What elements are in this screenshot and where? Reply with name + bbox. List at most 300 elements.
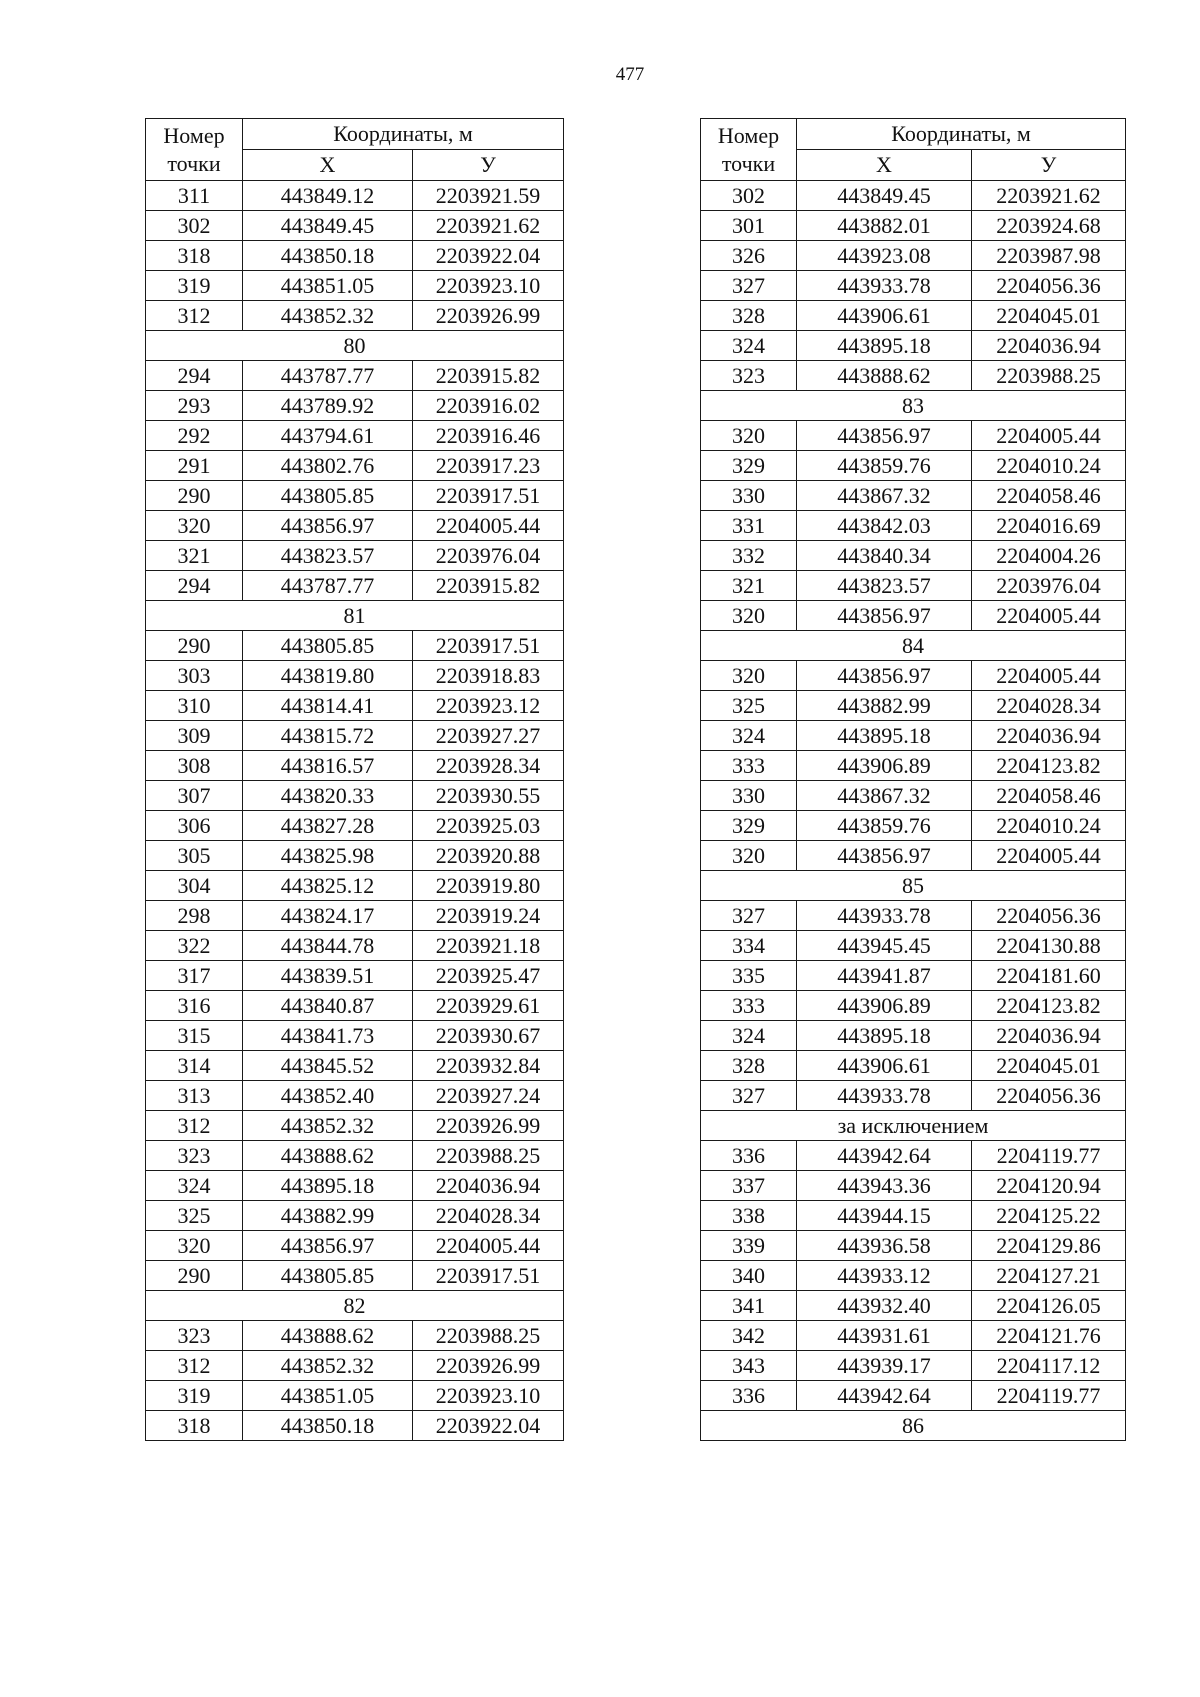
table-row [701,781,1126,811]
y-coordinate-cell: 2204119.77 [972,1381,1126,1411]
x-coordinate-cell: 443933.78 [797,271,972,301]
table-row [701,1021,1126,1051]
point-number-header: Номер точки [146,119,243,181]
point-number-cell: 309 [146,721,243,751]
y-coordinate-cell: 2204056.36 [972,271,1126,301]
y-coordinate-cell: 2203927.27 [413,721,564,751]
y-coordinate-cell: 2203927.24 [413,1081,564,1111]
x-coordinate-cell: 443882.99 [243,1201,413,1231]
table-row [146,391,564,421]
table-row [146,1411,564,1441]
point-number-cell: 336 [701,1381,797,1411]
point-number-cell: 320 [701,841,797,871]
y-coordinate-cell: 2203921.62 [972,181,1126,211]
y-coordinate-cell: 2204129.86 [972,1231,1126,1261]
table-row [146,661,564,691]
y-coordinate-cell: 2204045.01 [972,1051,1126,1081]
group-label: 84 [701,631,1126,661]
x-coordinate-cell: 443933.78 [797,1081,972,1111]
table-row [146,1081,564,1111]
table-row [701,1201,1126,1231]
x-coordinate-cell: 443852.32 [243,1351,413,1381]
table-row [146,1261,564,1291]
group-row [146,331,564,361]
point-number-cell: 328 [701,1051,797,1081]
x-coordinate-cell: 443850.18 [243,1411,413,1441]
x-coordinate-cell: 443931.61 [797,1321,972,1351]
point-number-cell: 306 [146,811,243,841]
y-coordinate-cell: 2204016.69 [972,511,1126,541]
point-number-cell: 318 [146,241,243,271]
y-coordinate-cell: 2203922.04 [413,1411,564,1441]
point-number-cell: 293 [146,391,243,421]
y-coordinate-cell: 2203976.04 [972,571,1126,601]
table-row [146,1021,564,1051]
y-coordinate-cell: 2203928.34 [413,751,564,781]
y-coordinate-cell: 2204028.34 [413,1201,564,1231]
table-row [701,271,1126,301]
y-coordinate-cell: 2203920.88 [413,841,564,871]
table-row [701,1141,1126,1171]
table-row [701,511,1126,541]
x-coordinate-cell: 443895.18 [797,331,972,361]
x-coordinate-cell: 443841.73 [243,1021,413,1051]
table-row [146,181,564,211]
table-row [701,661,1126,691]
group-row [701,631,1126,661]
x-coordinate-cell: 443888.62 [243,1141,413,1171]
group-row [701,1111,1126,1141]
x-coordinate-cell: 443939.17 [797,1351,972,1381]
x-coordinate-cell: 443882.99 [797,691,972,721]
table-row [146,301,564,331]
point-number-cell: 312 [146,1111,243,1141]
y-coordinate-cell: 2204117.12 [972,1351,1126,1381]
y-coordinate-cell: 2203930.67 [413,1021,564,1051]
x-coordinate-cell: 443856.97 [797,841,972,871]
point-number-cell: 307 [146,781,243,811]
x-coordinate-cell: 443845.52 [243,1051,413,1081]
y-header: У [972,150,1126,181]
point-number-cell: 320 [701,661,797,691]
y-coordinate-cell: 2203988.25 [972,361,1126,391]
x-coordinate-cell: 443839.51 [243,961,413,991]
group-row [701,1411,1126,1441]
point-number-cell: 315 [146,1021,243,1051]
table-row [146,241,564,271]
x-coordinate-cell: 443906.89 [797,751,972,781]
y-coordinate-cell: 2203925.03 [413,811,564,841]
point-number-cell: 312 [146,301,243,331]
table-row [701,1171,1126,1201]
x-coordinate-cell: 443842.03 [797,511,972,541]
x-coordinate-cell: 443923.08 [797,241,972,271]
point-number-cell: 340 [701,1261,797,1291]
point-number-cell: 325 [701,691,797,721]
y-coordinate-cell: 2204056.36 [972,1081,1126,1111]
table-row [146,931,564,961]
table-row [701,841,1126,871]
x-coordinate-cell: 443819.80 [243,661,413,691]
point-number-cell: 326 [701,241,797,271]
x-coordinate-cell: 443840.34 [797,541,972,571]
point-number-cell: 305 [146,841,243,871]
y-coordinate-cell: 2204130.88 [972,931,1126,961]
point-number-cell: 343 [701,1351,797,1381]
y-coordinate-cell: 2203926.99 [413,1351,564,1381]
table-row [146,1051,564,1081]
y-coordinate-cell: 2203925.47 [413,961,564,991]
x-header: Х [243,150,413,181]
x-coordinate-cell: 443856.97 [243,511,413,541]
table-row [701,421,1126,451]
table-row [146,211,564,241]
x-coordinate-cell: 443824.17 [243,901,413,931]
y-header: У [413,150,564,181]
y-coordinate-cell: 2203915.82 [413,571,564,601]
table-row [701,901,1126,931]
point-number-cell: 310 [146,691,243,721]
table-row [146,1321,564,1351]
table-row [146,1141,564,1171]
x-coordinate-cell: 443888.62 [797,361,972,391]
point-number-cell: 331 [701,511,797,541]
y-coordinate-cell: 2204036.94 [413,1171,564,1201]
point-number-cell: 339 [701,1231,797,1261]
point-number-cell: 333 [701,991,797,1021]
y-coordinate-cell: 2203930.55 [413,781,564,811]
x-coordinate-cell: 443850.18 [243,241,413,271]
x-coordinate-cell: 443789.92 [243,391,413,421]
x-coordinate-cell: 443867.32 [797,481,972,511]
y-coordinate-cell: 2204045.01 [972,301,1126,331]
x-coordinate-cell: 443936.58 [797,1231,972,1261]
y-coordinate-cell: 2203923.10 [413,271,564,301]
y-coordinate-cell: 2204036.94 [972,1021,1126,1051]
table-row [701,451,1126,481]
y-coordinate-cell: 2203917.23 [413,451,564,481]
x-coordinate-cell: 443823.57 [243,541,413,571]
x-coordinate-cell: 443794.61 [243,421,413,451]
point-number-cell: 301 [701,211,797,241]
x-coordinate-cell: 443867.32 [797,781,972,811]
y-coordinate-cell: 2204005.44 [413,511,564,541]
table-row [701,1081,1126,1111]
y-coordinate-cell: 2203976.04 [413,541,564,571]
table-row [701,1291,1126,1321]
y-coordinate-cell: 2204056.36 [972,901,1126,931]
table-row [146,721,564,751]
y-coordinate-cell: 2203929.61 [413,991,564,1021]
point-number-cell: 302 [701,181,797,211]
point-number-cell: 322 [146,931,243,961]
y-coordinate-cell: 2203917.51 [413,631,564,661]
y-coordinate-cell: 2204005.44 [972,601,1126,631]
coordinates-table-left [145,118,564,1441]
y-coordinate-cell: 2203919.24 [413,901,564,931]
point-number-cell: 335 [701,961,797,991]
y-coordinate-cell: 2203926.99 [413,301,564,331]
point-number-cell: 294 [146,361,243,391]
y-coordinate-cell: 2203924.68 [972,211,1126,241]
group-row [701,391,1126,421]
point-number-cell: 308 [146,751,243,781]
table-body [701,181,1126,1441]
point-number-cell: 320 [146,1231,243,1261]
table-row [701,361,1126,391]
group-row [701,871,1126,901]
point-number-cell: 328 [701,301,797,331]
table-row [701,481,1126,511]
coordinates-table-right [700,118,1126,1441]
point-number-cell: 324 [701,331,797,361]
table-row [701,1231,1126,1261]
table-row [701,301,1126,331]
page-number: 477 [615,64,645,85]
group-label: 82 [146,1291,564,1321]
point-number-cell: 313 [146,1081,243,1111]
group-label: 86 [701,1411,1126,1441]
point-number-cell: 324 [701,721,797,751]
point-number-cell: 320 [146,511,243,541]
x-coordinate-cell: 443820.33 [243,781,413,811]
y-coordinate-cell: 2204036.94 [972,331,1126,361]
x-coordinate-cell: 443852.32 [243,1111,413,1141]
table-row [146,631,564,661]
y-coordinate-cell: 2204121.76 [972,1321,1126,1351]
x-coordinate-cell: 443945.45 [797,931,972,961]
table-row [146,1381,564,1411]
point-number-cell: 321 [146,541,243,571]
x-coordinate-cell: 443805.85 [243,481,413,511]
point-number-cell: 321 [701,571,797,601]
x-coordinate-cell: 443882.01 [797,211,972,241]
table-row [701,241,1126,271]
point-number-cell: 298 [146,901,243,931]
x-coordinate-cell: 443906.89 [797,991,972,1021]
y-coordinate-cell: 2203922.04 [413,241,564,271]
point-number-cell: 334 [701,931,797,961]
y-coordinate-cell: 2204036.94 [972,721,1126,751]
x-coordinate-cell: 443856.97 [797,661,972,691]
y-coordinate-cell: 2203921.62 [413,211,564,241]
group-label: 85 [701,871,1126,901]
x-coordinate-cell: 443852.40 [243,1081,413,1111]
x-coordinate-cell: 443933.78 [797,901,972,931]
y-coordinate-cell: 2204004.26 [972,541,1126,571]
y-coordinate-cell: 2203987.98 [972,241,1126,271]
x-coordinate-cell: 443851.05 [243,271,413,301]
point-number-cell: 290 [146,481,243,511]
x-coordinate-cell: 443825.12 [243,871,413,901]
y-coordinate-cell: 2203917.51 [413,1261,564,1291]
point-number-cell: 294 [146,571,243,601]
y-coordinate-cell: 2203917.51 [413,481,564,511]
point-number-cell: 290 [146,1261,243,1291]
x-coordinate-cell: 443840.87 [243,991,413,1021]
point-number-cell: 329 [701,811,797,841]
point-number-cell: 311 [146,181,243,211]
point-number-cell: 338 [701,1201,797,1231]
x-coordinate-cell: 443942.64 [797,1141,972,1171]
table-row [701,541,1126,571]
point-number-cell: 320 [701,421,797,451]
table-row [701,691,1126,721]
coordinates-header: Координаты, м [243,119,564,150]
y-coordinate-cell: 2204126.05 [972,1291,1126,1321]
coordinates-header: Координаты, м [797,119,1126,150]
point-number-cell: 324 [701,1021,797,1051]
y-coordinate-cell: 2204181.60 [972,961,1126,991]
x-coordinate-cell: 443859.76 [797,451,972,481]
point-number-cell: 319 [146,1381,243,1411]
point-number-cell: 316 [146,991,243,1021]
point-number-cell: 317 [146,961,243,991]
table-row [146,421,564,451]
y-coordinate-cell: 2204123.82 [972,991,1126,1021]
x-coordinate-cell: 443941.87 [797,961,972,991]
point-number-cell: 327 [701,1081,797,1111]
x-coordinate-cell: 443895.18 [797,721,972,751]
table-row [701,211,1126,241]
point-number-header: Номер точки [701,119,797,181]
y-coordinate-cell: 2204005.44 [413,1231,564,1261]
y-coordinate-cell: 2204028.34 [972,691,1126,721]
x-coordinate-cell: 443816.57 [243,751,413,781]
point-number-cell: 341 [701,1291,797,1321]
table-row [146,1231,564,1261]
y-coordinate-cell: 2203988.25 [413,1321,564,1351]
point-number-cell: 332 [701,541,797,571]
table-row [146,961,564,991]
point-number-cell: 291 [146,451,243,481]
table-row [146,1111,564,1141]
table-row [146,361,564,391]
x-coordinate-cell: 443823.57 [797,571,972,601]
x-coordinate-cell: 443943.36 [797,1171,972,1201]
table-row [701,1261,1126,1291]
x-coordinate-cell: 443856.97 [243,1231,413,1261]
x-coordinate-cell: 443844.78 [243,931,413,961]
point-number-cell: 318 [146,1411,243,1441]
y-coordinate-cell: 2203988.25 [413,1141,564,1171]
y-coordinate-cell: 2204010.24 [972,451,1126,481]
point-number-cell: 333 [701,751,797,781]
point-number-cell: 290 [146,631,243,661]
point-number-cell: 342 [701,1321,797,1351]
x-coordinate-cell: 443787.77 [243,571,413,601]
x-coordinate-cell: 443932.40 [797,1291,972,1321]
point-number-cell: 330 [701,481,797,511]
table-row [701,1051,1126,1081]
table-row [701,181,1126,211]
point-number-cell: 302 [146,211,243,241]
x-coordinate-cell: 443895.18 [797,1021,972,1051]
table-row [701,1381,1126,1411]
table-row [146,1351,564,1381]
group-label: 80 [146,331,564,361]
table-row [146,751,564,781]
table-row [146,511,564,541]
group-label: 83 [701,391,1126,421]
point-number-cell: 325 [146,1201,243,1231]
group-row [146,601,564,631]
y-coordinate-cell: 2203919.80 [413,871,564,901]
x-coordinate-cell: 443825.98 [243,841,413,871]
point-number-cell: 292 [146,421,243,451]
y-coordinate-cell: 2203916.02 [413,391,564,421]
table-row [146,871,564,901]
y-coordinate-cell: 2203918.83 [413,661,564,691]
table-body [146,181,564,1441]
y-coordinate-cell: 2203926.99 [413,1111,564,1141]
x-coordinate-cell: 443942.64 [797,1381,972,1411]
y-coordinate-cell: 2204058.46 [972,481,1126,511]
x-coordinate-cell: 443814.41 [243,691,413,721]
table-row [701,331,1126,361]
table-row [701,601,1126,631]
table-row [146,991,564,1021]
y-coordinate-cell: 2203915.82 [413,361,564,391]
x-coordinate-cell: 443895.18 [243,1171,413,1201]
point-number-cell: 329 [701,451,797,481]
point-number-cell: 330 [701,781,797,811]
y-coordinate-cell: 2203916.46 [413,421,564,451]
table-row [701,721,1126,751]
table-row [701,751,1126,781]
y-coordinate-cell: 2204127.21 [972,1261,1126,1291]
x-coordinate-cell: 443906.61 [797,1051,972,1081]
x-coordinate-cell: 443849.45 [797,181,972,211]
x-coordinate-cell: 443805.85 [243,1261,413,1291]
table-row [146,1171,564,1201]
point-number-cell: 323 [146,1141,243,1171]
table-row [146,271,564,301]
point-number-cell: 312 [146,1351,243,1381]
table-row [701,961,1126,991]
point-number-cell: 327 [701,901,797,931]
x-coordinate-cell: 443827.28 [243,811,413,841]
point-number-cell: 336 [701,1141,797,1171]
y-coordinate-cell: 2204120.94 [972,1171,1126,1201]
table-row [146,781,564,811]
table-row [146,451,564,481]
y-coordinate-cell: 2204125.22 [972,1201,1126,1231]
x-coordinate-cell: 443856.97 [797,601,972,631]
x-coordinate-cell: 443859.76 [797,811,972,841]
y-coordinate-cell: 2204119.77 [972,1141,1126,1171]
y-coordinate-cell: 2203923.10 [413,1381,564,1411]
group-label: 81 [146,601,564,631]
x-coordinate-cell: 443849.12 [243,181,413,211]
x-coordinate-cell: 443815.72 [243,721,413,751]
table-row [701,931,1126,961]
x-coordinate-cell: 443856.97 [797,421,972,451]
table-row [701,1321,1126,1351]
y-coordinate-cell: 2203932.84 [413,1051,564,1081]
y-coordinate-cell: 2204058.46 [972,781,1126,811]
table-row [146,691,564,721]
x-coordinate-cell: 443849.45 [243,211,413,241]
x-coordinate-cell: 443802.76 [243,451,413,481]
x-coordinate-cell: 443787.77 [243,361,413,391]
table-row [701,991,1126,1021]
y-coordinate-cell: 2204123.82 [972,751,1126,781]
x-coordinate-cell: 443805.85 [243,631,413,661]
table-row [701,1351,1126,1381]
table-row [146,811,564,841]
point-number-cell: 314 [146,1051,243,1081]
